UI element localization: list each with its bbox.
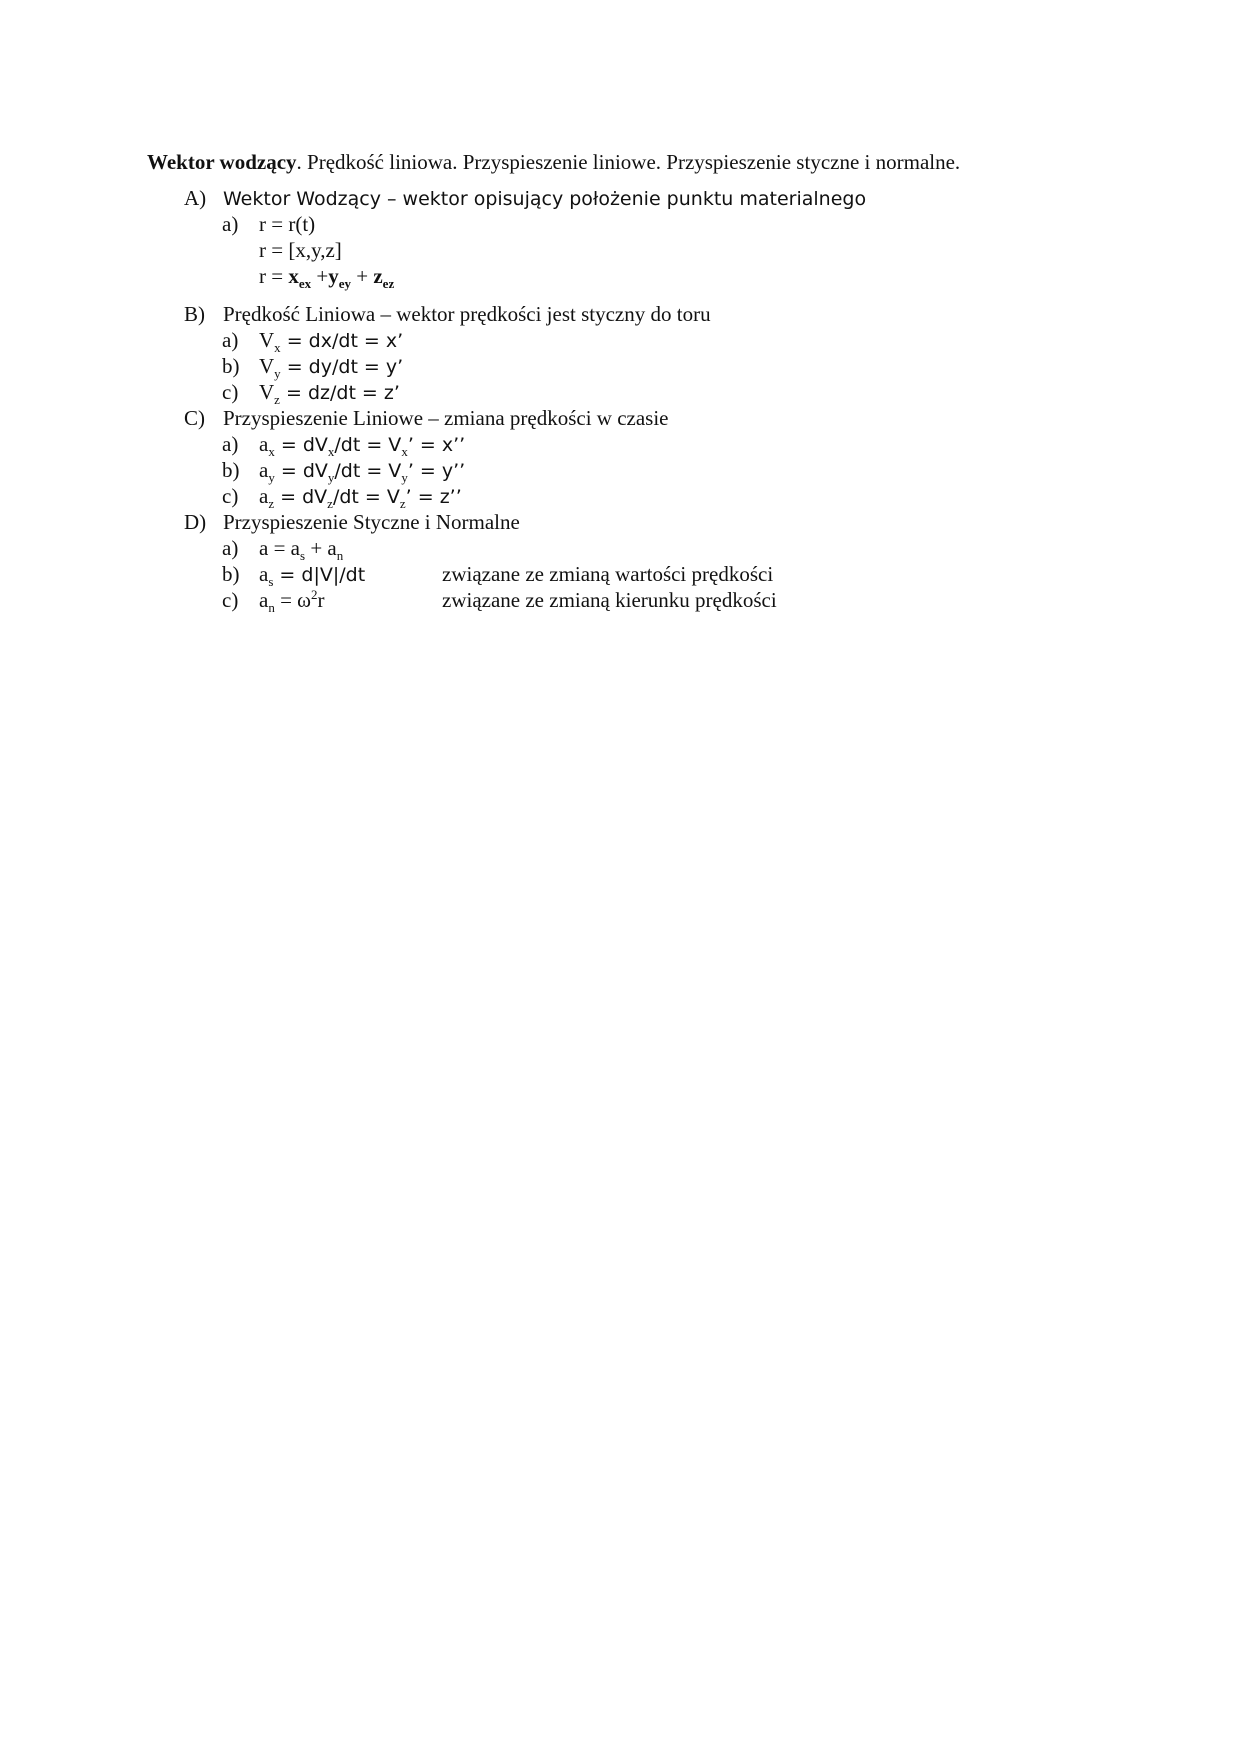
formula-part: y [328, 264, 339, 288]
formula-part: /dt = V [332, 486, 400, 508]
document-title [147, 148, 1027, 177]
formula-subscript: s [300, 548, 306, 563]
item-marker: c) [222, 588, 239, 612]
formula-subscript: ey [338, 276, 351, 291]
formula-part: ’ = y’’ [407, 460, 466, 482]
formula-subscript: x [401, 444, 408, 459]
formula-r-components: r = [x,y,z] [259, 238, 342, 262]
formula-part: V [259, 380, 275, 404]
formula-part: a [259, 588, 269, 612]
formula-part: ’ = x’’ [407, 434, 466, 456]
section-d-text: Przyspieszenie Styczne i Normalne [223, 510, 520, 534]
formula-part: a [259, 562, 269, 586]
formula-part: r = [259, 264, 289, 288]
section-a-item-a [222, 210, 315, 239]
item-marker: b) [222, 562, 240, 586]
formula-subscript: y [274, 366, 281, 381]
formula-part: /dt = V [334, 434, 402, 456]
section-d-item-c-description: związane ze zmianą kierunku prędkości [442, 588, 777, 612]
section-c [184, 404, 669, 433]
formula-part: + [351, 264, 374, 288]
section-b-text: Prędkość Liniowa – wektor prędkości jest styczny do toru [223, 302, 711, 326]
formula-part: = dV [274, 486, 328, 508]
item-marker: b) [222, 458, 240, 482]
formula-part: x [288, 264, 299, 288]
section-b-marker: B) [184, 302, 205, 326]
formula-subscript: x [274, 340, 281, 355]
section-d-item-c [222, 586, 325, 617]
section-d [184, 508, 520, 537]
item-marker: c) [222, 380, 239, 404]
formula-subscript: z [274, 392, 280, 407]
item-marker: a) [222, 536, 239, 560]
formula-subscript: y [268, 470, 275, 485]
section-a-marker: A) [184, 186, 207, 210]
formula-superscript: 2 [311, 587, 318, 602]
item-marker: a) [222, 328, 239, 352]
formula-part: a [259, 432, 269, 456]
formula-part: /dt = V [334, 460, 402, 482]
formula-subscript: n [268, 600, 275, 615]
formula-subscript: s [268, 574, 274, 589]
formula-subscript: ez [382, 276, 395, 291]
formula-subscript: y [327, 470, 335, 485]
formula-part: = ω [274, 588, 311, 612]
formula-subscript: n [336, 548, 344, 563]
formula-part: = dy/dt = y’ [280, 356, 404, 378]
formula-part: + [311, 264, 329, 288]
formula-r-vector-sum [259, 262, 394, 293]
item-marker: a) [222, 212, 239, 236]
item-marker: a) [222, 432, 239, 456]
formula-part: V [259, 354, 275, 378]
formula-subscript: x [268, 444, 275, 459]
section-b [184, 300, 711, 329]
section-a-text: Wektor Wodzący – wektor opisujący położenie punktu materialnego [223, 188, 867, 210]
formula-part: z [373, 264, 383, 288]
formula-subscript: z [399, 496, 406, 511]
section-c-text: Przyspieszenie Liniowe – zmiana prędkości w czasie [223, 406, 669, 430]
formula-subscript: x [327, 444, 335, 459]
formula-subscript: z [268, 496, 275, 511]
formula-part: = dV [274, 460, 328, 482]
formula-subscript: y [401, 470, 408, 485]
formula-part: = dx/dt = x’ [280, 330, 404, 352]
section-d-item-b-description: związane ze zmianą wartości prędkości [442, 562, 774, 586]
formula-part: ’ = z’’ [405, 486, 462, 508]
formula-part: a [259, 458, 269, 482]
section-d-marker: D) [184, 510, 207, 534]
formula-part: = dz/dt = z’ [279, 382, 400, 404]
formula-r-t: r = r(t) [259, 212, 316, 236]
formula-part: r [317, 588, 325, 612]
formula-part: a [259, 484, 269, 508]
formula-part: V [259, 328, 275, 352]
title-rest: . Prędkość liniowa. Przyspieszenie liniowe. Przyspieszenie styczne i normalne. [296, 150, 961, 174]
formula-subscript: ex [298, 276, 312, 291]
item-marker: b) [222, 354, 240, 378]
formula-part: + a [305, 536, 337, 560]
formula-part: a = a [259, 536, 300, 560]
formula-subscript: z [327, 496, 333, 511]
formula-part: = dV [274, 434, 328, 456]
item-marker: c) [222, 484, 239, 508]
section-c-marker: C) [184, 406, 205, 430]
formula-part: = d|V|/dt [273, 564, 366, 586]
title-bold: Wektor wodzący [147, 150, 297, 174]
